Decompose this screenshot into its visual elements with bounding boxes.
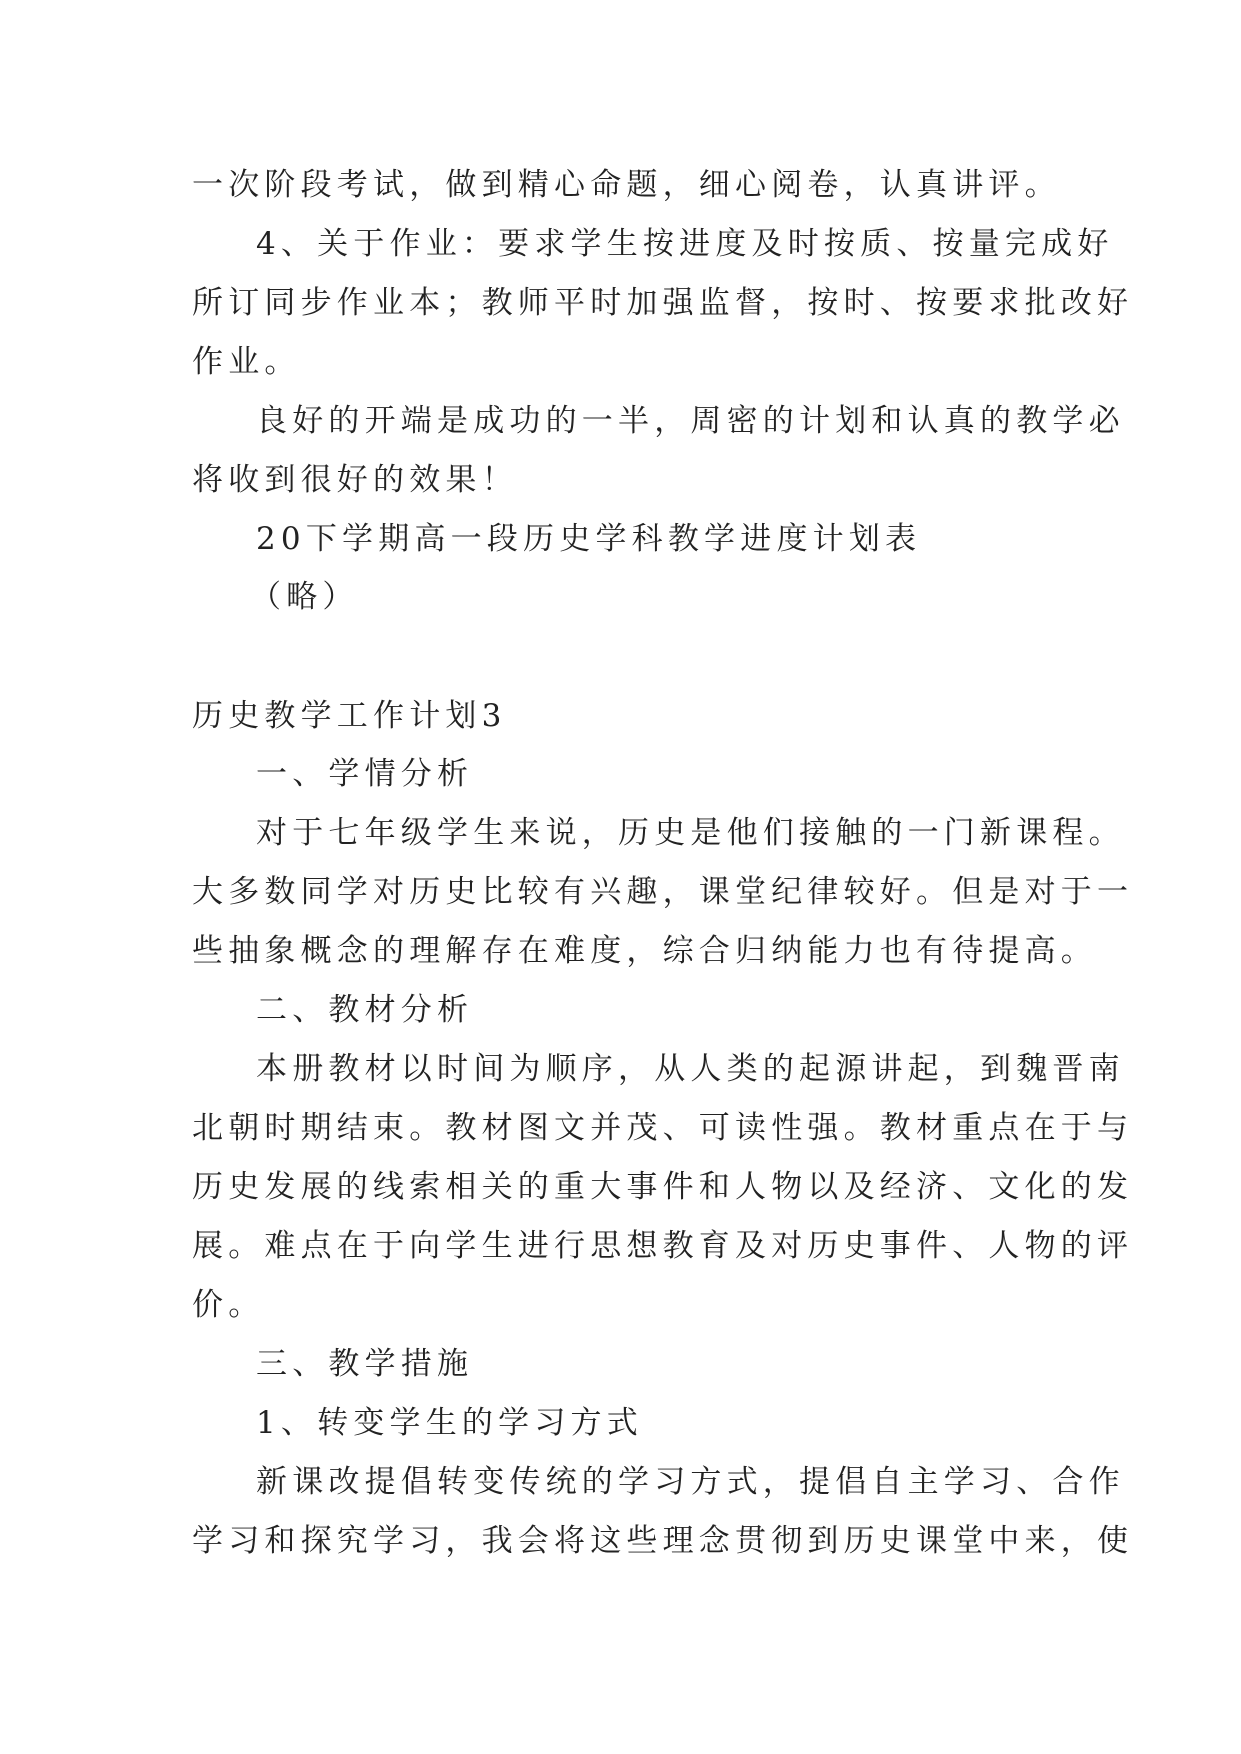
- paragraph-line: 将收到很好的效果！: [192, 462, 518, 498]
- paragraph-line: 对于七年级学生来说，历史是他们接触的一门新课程。: [256, 815, 1125, 851]
- paragraph-line: 新课改提倡转变传统的学习方式，提倡自主学习、合作: [256, 1464, 1125, 1500]
- section-heading: 三、教学措施: [256, 1346, 474, 1382]
- paragraph-line: 良好的开端是成功的一半，周密的计划和认真的教学必: [256, 403, 1125, 439]
- paragraph-line: 4、关于作业：要求学生按进度及时按质、按量完成好: [256, 226, 1114, 262]
- sub-heading: 1、转变学生的学习方式: [256, 1405, 643, 1441]
- paragraph-line: 些抽象概念的理解存在难度，综合归纳能力也有待提高。: [192, 933, 1097, 969]
- section-title: 历史教学工作计划3: [192, 698, 507, 734]
- paragraph-line: 一次阶段考试，做到精心命题，细心阅卷，认真讲评。: [192, 167, 1061, 203]
- paragraph-line: 作业。: [192, 344, 301, 380]
- paragraph-line: 历史发展的线索相关的重大事件和人物以及经济、文化的发: [192, 1169, 1134, 1205]
- section-heading: 一、学情分析: [256, 756, 474, 792]
- paragraph-line: 大多数同学对历史比较有兴趣，课堂纪律较好。但是对于一: [192, 874, 1134, 910]
- paragraph-line: 北朝时期结束。教材图文并茂、可读性强。教材重点在于与: [192, 1110, 1134, 1146]
- paragraph-line: 所订同步作业本；教师平时加强监督，按时、按要求批改好: [192, 285, 1134, 321]
- paragraph-line: 展。难点在于向学生进行思想教育及对历史事件、人物的评: [192, 1228, 1134, 1264]
- paragraph-line: （略）: [250, 579, 359, 615]
- paragraph-line: 价。: [192, 1287, 265, 1323]
- paragraph-line: 学习和探究学习，我会将这些理念贯彻到历史课堂中来，使: [192, 1523, 1134, 1559]
- paragraph-line: 本册教材以时间为顺序，从人类的起源讲起，到魏晋南: [256, 1051, 1125, 1087]
- heading-line: 20下学期高一段历史学科教学进度计划表: [256, 521, 922, 557]
- section-heading: 二、教材分析: [256, 992, 474, 1028]
